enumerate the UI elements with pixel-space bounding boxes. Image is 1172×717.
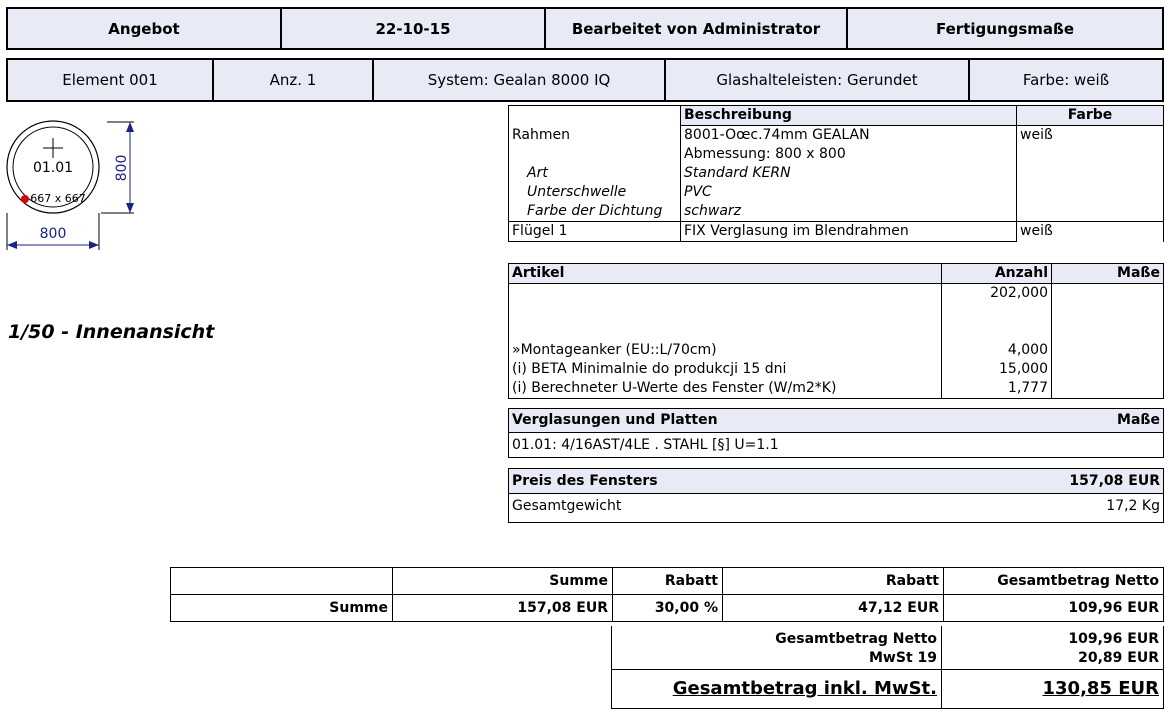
glazing-row: 01.01: 4/16AST/4LE . STAHL [§] U=1.1 <box>512 437 779 453</box>
glazing-size-header: Maße <box>1117 412 1160 428</box>
height-arrow-top <box>126 122 134 132</box>
discount-amt-header: Rabatt <box>723 568 944 595</box>
frame-color: weiß <box>1017 126 1164 146</box>
prop-value: Standard KERN <box>681 164 1017 183</box>
qty-header: Anzahl <box>942 264 1052 284</box>
prop-name: Unterschwelle <box>509 183 681 202</box>
description-table <box>508 105 1164 242</box>
glazing-table <box>508 408 1164 458</box>
element-count: Anz. 1 <box>213 59 373 101</box>
glazing-header: Verglasungen und Platten <box>512 412 718 428</box>
netto-total-value: 109,96 EUR <box>942 626 1164 649</box>
doc-date: 22-10-15 <box>281 8 545 49</box>
discount-amt: 47,12 EUR <box>723 595 944 622</box>
sash-row-color: weiß <box>1017 222 1164 242</box>
width-value: 800 <box>39 226 67 242</box>
color-header: Farbe <box>1017 106 1164 126</box>
doc-type: Angebot <box>108 19 180 38</box>
frame-profile: 8001-Oœc.74mm GEALAN <box>681 126 1017 146</box>
weight-label: Gesamtgewicht <box>512 498 622 514</box>
glazing-beads: Glashalteleisten: Gerundet <box>665 59 969 101</box>
element-color: Farbe: weiß <box>969 59 1163 101</box>
edited-by: Bearbeitet von Administrator <box>545 8 847 49</box>
frame-size: Abmessung: 800 x 800 <box>681 145 1017 164</box>
size-header: Maße <box>1052 264 1164 284</box>
totals-table <box>611 626 1164 709</box>
element-id: Element 001 <box>62 71 158 89</box>
price-table <box>508 468 1164 523</box>
prop-name: Art <box>509 164 681 183</box>
height-arrow-bottom <box>126 203 134 213</box>
grand-total-label: Gesamtbetrag inkl. MwSt. <box>672 678 937 699</box>
width-arrow-left <box>7 241 17 249</box>
weight-value: 17,2 Kg <box>1106 498 1160 514</box>
article-qty: 1,777 <box>942 379 1052 399</box>
frame-label: Rahmen <box>509 126 681 146</box>
netto-value: 109,96 EUR <box>944 595 1164 622</box>
document-header <box>6 7 1164 50</box>
netto-header: Gesamtbetrag Netto <box>944 568 1164 595</box>
article-name: »Montageanker (EU::L/70cm) <box>512 342 717 358</box>
vat-value: 20,89 EUR <box>942 649 1164 670</box>
element-bar <box>6 58 1164 102</box>
article-name: (i) Berechneter U-Werte des Fenster (W/m2*K) <box>512 380 837 396</box>
window-drawing <box>0 110 150 260</box>
sash-row-desc: FIX Verglasung im Blendrahmen <box>681 222 1017 242</box>
sum-row-label: Summe <box>171 595 393 622</box>
sum-value: 157,08 EUR <box>393 595 613 622</box>
sash-label: 01.01 <box>32 160 74 176</box>
vat-label: MwSt 19 <box>869 650 937 666</box>
article-header: Artikel <box>512 265 565 281</box>
prop-value: PVC <box>681 183 1017 202</box>
price-label: Preis des Fensters <box>512 473 658 489</box>
element-system: System: Gealan 8000 IQ <box>373 59 665 101</box>
article-qty: 4,000 <box>942 341 1052 360</box>
grand-total-value: 130,85 EUR <box>942 670 1164 709</box>
dimension-type: Fertigungsmaße <box>847 8 1163 49</box>
sum-header: Summe <box>393 568 613 595</box>
article-name: (i) BETA Minimalnie do produkcji 15 dni <box>512 361 787 377</box>
prop-name: Farbe der Dichtung <box>509 202 681 222</box>
prop-value: schwarz <box>681 202 1017 222</box>
view-scale-label: 1/50 - Innenansicht <box>8 321 215 343</box>
netto-total-label: Gesamtbetrag Netto <box>775 631 937 647</box>
articles-table <box>508 263 1164 399</box>
article-qty: 202,000 <box>942 284 1052 304</box>
height-value: 800 <box>114 154 130 182</box>
hinge-marker <box>21 195 29 203</box>
width-arrow-right <box>89 241 99 249</box>
discount-pct-header: Rabatt <box>613 568 723 595</box>
discount-pct: 30,00 % <box>613 595 723 622</box>
price-value: 157,08 EUR <box>1069 473 1160 489</box>
desc-header: Beschreibung <box>681 106 1017 126</box>
summary-table <box>170 567 1164 622</box>
article-qty: 15,000 <box>942 360 1052 379</box>
sash-row-label: Flügel 1 <box>509 222 681 242</box>
inner-dimension: 667 x 667 <box>30 192 86 205</box>
